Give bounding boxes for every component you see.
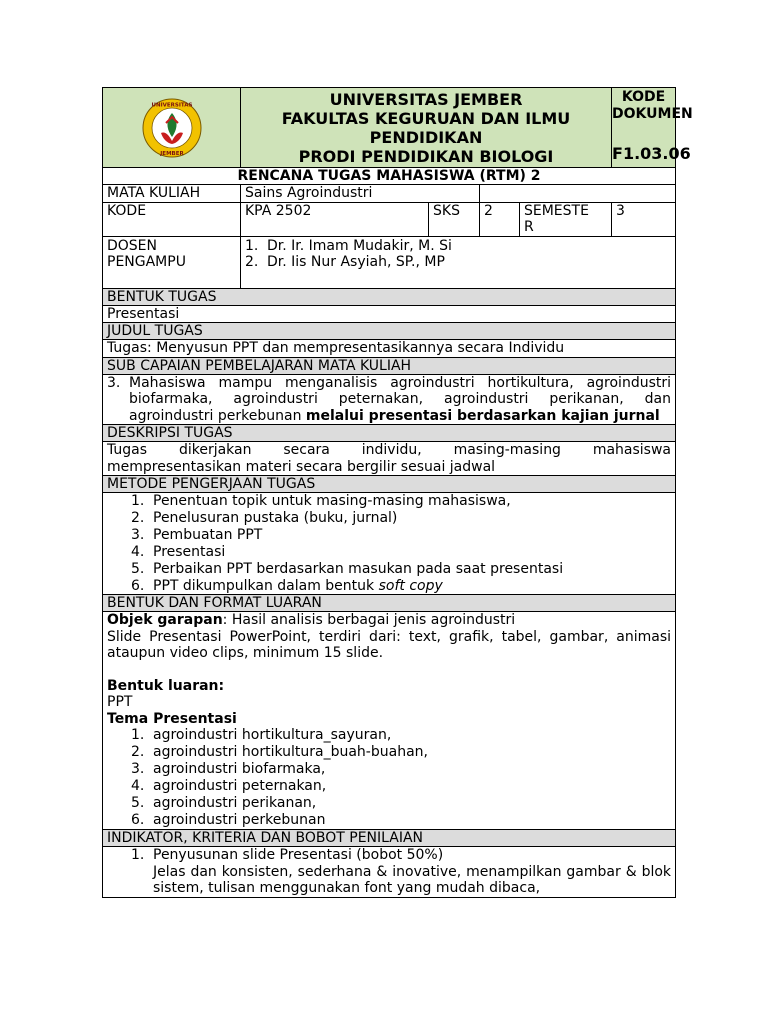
- sks-label: SKS: [429, 202, 480, 236]
- sub-cpmk-content: [103, 374, 676, 425]
- tema-item: 6. agroindustri perkebunan: [131, 811, 326, 828]
- indikator-content: [103, 846, 676, 897]
- university-name: UNIVERSITAS JEMBER: [329, 90, 523, 109]
- slide-description: Slide Presentasi PowerPoint, terdiri dari: text, grafik, tabel, gambar, animasi ataupun video clips, minimum 15 slide.: [107, 628, 672, 662]
- dosen-list: [241, 236, 676, 288]
- kode-dokumen-label-1: KODE: [621, 89, 666, 105]
- section-heading-indikator: INDIKATOR, KRITERIA DAN BOBOT PENILAIAN: [103, 829, 676, 846]
- bentuk-tugas-value: Presentasi: [103, 305, 676, 323]
- bentuk-luaran-value: PPT: [107, 694, 133, 711]
- semester-label-line2: R: [524, 219, 534, 235]
- section-heading-bentuk-tugas: BENTUK TUGAS: [103, 288, 676, 305]
- semester-label-line1: SEMESTE: [524, 202, 589, 219]
- indikator-item: 1. Penyusunan slide Presentasi (bobot 50%): [131, 846, 444, 863]
- objek-garapan-label: Objek garapan: [107, 612, 223, 629]
- section-heading-format-luaran: BENTUK DAN FORMAT LUARAN: [103, 595, 676, 612]
- deskripsi-text: Tugas dikerjakan secara individu, masing-masing mahasiswa mempresentasikan materi secara bergilir sesuai jadwal: [103, 442, 676, 476]
- tema-presentasi-label: Tema Presentasi: [107, 710, 237, 727]
- faculty-name-line1: FAKULTAS KEGURUAN DAN ILMU: [281, 109, 571, 128]
- indikator-description: Jelas dan konsisten, sederhana & inovative, menampilkan gambar & blok sistem, tulisan menggunakan font yang mudah dibaca,: [153, 863, 672, 897]
- sub-cpmk-text: Mahasiswa mampu menganalisis agroindustri hortikultura, agroindustri biofarmaka, agroindustri peternakan, agroindustri perikanan, dan agroindustri perkebunan: [129, 374, 672, 424]
- dosen-item: [245, 254, 671, 271]
- metode-item: 2. Penelusuran pustaka (buku, jurnal): [131, 509, 398, 526]
- logo-text-bottom: JEMBER: [159, 150, 184, 157]
- metode-list: [103, 493, 676, 595]
- blank-line: [107, 662, 671, 678]
- section-heading-deskripsi: DESKRIPSI TUGAS: [103, 425, 676, 442]
- objek-garapan: [107, 612, 671, 629]
- sub-cpmk-text-bold: melalui presentasi berdasarkan kajian jurnal: [305, 407, 660, 424]
- faculty-name-line2: PENDIDIKAN: [369, 128, 483, 147]
- sub-cpmk-num: 3.: [107, 374, 121, 391]
- dosen-name: Dr. Ir. Imam Mudakir, M. Si: [267, 237, 452, 254]
- mata-kuliah-value: Sains Agroindustri: [241, 185, 480, 203]
- kode-dokumen-cell: [612, 88, 693, 168]
- section-heading-judul-tugas: JUDUL TUGAS: [103, 323, 676, 340]
- rtm-document: [102, 87, 693, 898]
- dosen-num: 2.: [245, 254, 259, 270]
- objek-garapan-value: : Hasil analisis berbagai jenis agroindustri: [222, 612, 516, 629]
- dosen-num: 1.: [245, 237, 259, 254]
- tema-item: 1. agroindustri hortikultura_sayuran,: [131, 727, 392, 744]
- semester-label: [520, 202, 612, 236]
- dosen-name: Dr. Iis Nur Asyiah, SP., MP: [267, 254, 445, 270]
- sub-cpmk-item: [107, 375, 671, 425]
- metode-item: 3. Pembuatan PPT: [131, 526, 263, 543]
- mata-kuliah-label: MATA KULIAH: [103, 185, 241, 203]
- dosen-label-line1: DOSEN: [107, 237, 158, 254]
- institution-title: [241, 88, 612, 168]
- dosen-label: [103, 236, 241, 288]
- format-luaran-content: [103, 612, 676, 829]
- semester-value: 3: [612, 202, 676, 236]
- tema-item: 4. agroindustri peternakan,: [131, 778, 327, 795]
- empty-cell: [480, 185, 676, 203]
- kode-dokumen-label-2: DOKUMEN: [612, 106, 693, 122]
- kode-label: KODE: [103, 202, 241, 236]
- soft-copy-italic: soft copy: [378, 577, 443, 594]
- logo-cell: [103, 88, 241, 168]
- judul-tugas-value: Tugas: Menyusun PPT dan mempresentasikannya secara Individu: [103, 340, 676, 358]
- metode-item: 1. Penentuan topik untuk masing-masing mahasiswa,: [131, 493, 511, 509]
- logo-text-top: UNIVERSITAS: [151, 102, 192, 108]
- bentuk-luaran-label: Bentuk luaran:: [107, 677, 225, 694]
- document-title: RENCANA TUGAS MAHASISWA (RTM) 2: [103, 168, 676, 185]
- tema-item: 5. agroindustri perikanan,: [131, 795, 317, 812]
- program-name: PRODI PENDIDIKAN BIOLOGI: [298, 147, 554, 166]
- dosen-item: [245, 238, 671, 255]
- section-heading-metode: METODE PENGERJAAN TUGAS: [103, 476, 676, 493]
- metode-item: 4. Presentasi: [131, 543, 226, 560]
- metode-item: 5. Perbaikan PPT berdasarkan masukan pada saat presentasi: [131, 560, 564, 577]
- tema-item: 3. agroindustri biofarmaka,: [131, 761, 326, 778]
- kode-dokumen-value: F1.03.06: [612, 144, 691, 163]
- kode-value: KPA 2502: [241, 202, 429, 236]
- rtm-table: [102, 87, 693, 898]
- university-logo-icon: [141, 97, 203, 159]
- section-heading-sub-cpmk: SUB CAPAIAN PEMBELAJARAN MATA KULIAH: [103, 357, 676, 374]
- sks-value: 2: [480, 202, 520, 236]
- tema-item: 2. agroindustri hortikultura_buah-buahan,: [131, 744, 428, 761]
- metode-item: 6. PPT dikumpulkan dalam bentuk soft copy: [131, 577, 443, 594]
- dosen-label-line2: PENGAMPU: [107, 254, 186, 270]
